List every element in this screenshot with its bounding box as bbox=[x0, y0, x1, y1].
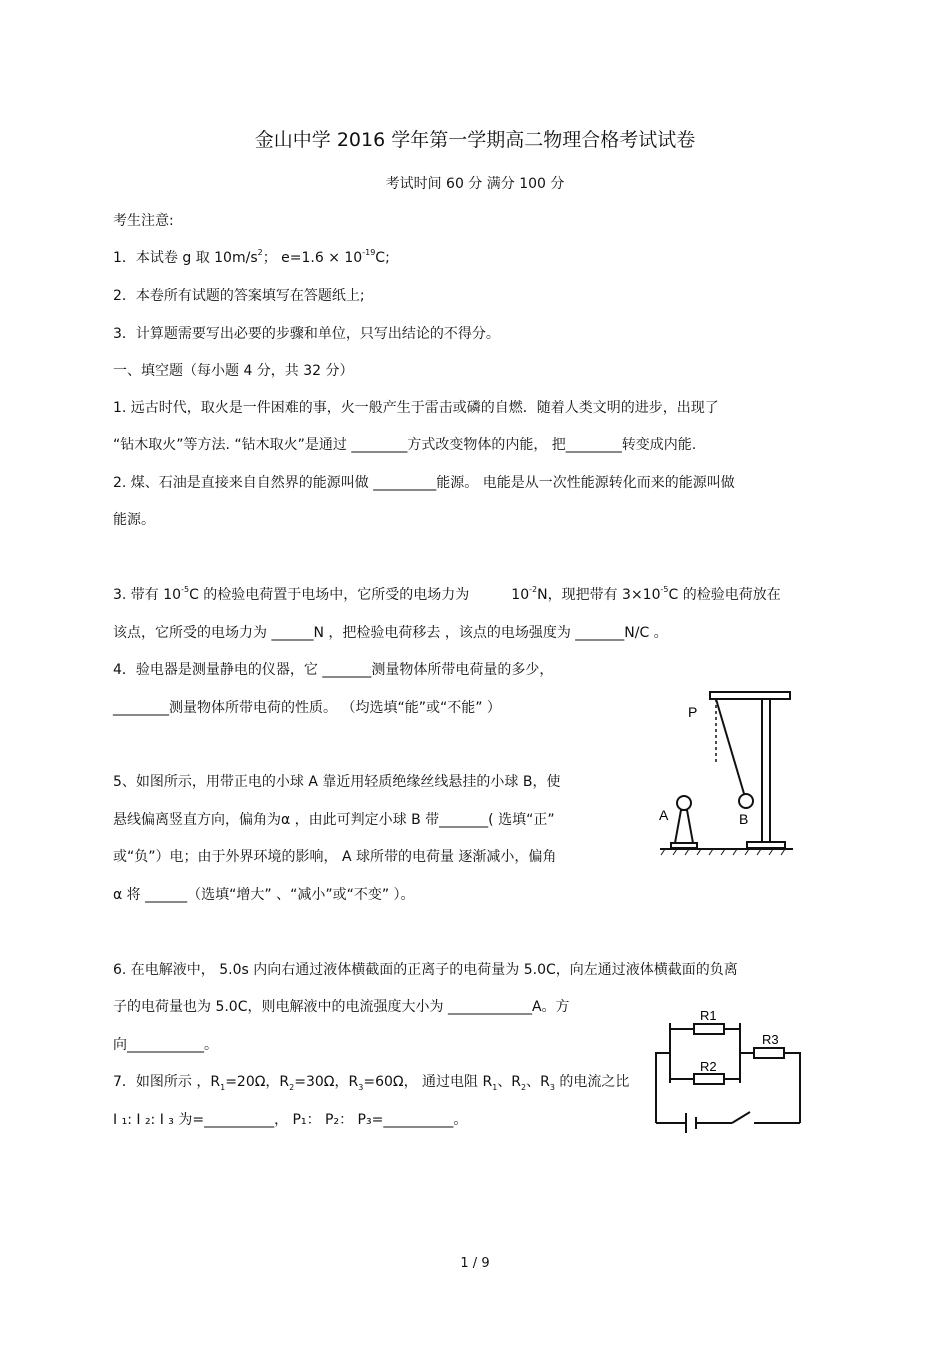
label-r2: R2 bbox=[700, 1059, 717, 1074]
note-2: 2．本卷所有试题的答案填写在答题纸上; bbox=[113, 288, 365, 304]
switch-blade bbox=[732, 1112, 750, 1123]
q5-line-3: 或“负”）电；由于外界环境的影响， A 球所带的电荷量 逐渐减小，偏角 bbox=[113, 849, 557, 865]
resistor-r3 bbox=[754, 1048, 784, 1058]
q6-line-2: 子的电荷量也为 5.0C，则电解液中的电流强度大小为 ____________A。方 bbox=[113, 999, 570, 1015]
label-a: A bbox=[659, 807, 669, 823]
q6-line-3: 向___________。 bbox=[113, 1037, 218, 1053]
stand-pole bbox=[762, 699, 770, 842]
ball-a bbox=[677, 796, 691, 810]
note-3: 3．计算题需要写出必要的步骤和单位，只写出结论的不得分。 bbox=[113, 326, 500, 342]
label-r3: R3 bbox=[762, 1032, 779, 1047]
ball-a-stand bbox=[675, 810, 693, 843]
resistor-r1 bbox=[694, 1024, 724, 1034]
q2-line-1: 2. 煤、石油是直接来自自然界的能源叫做 _________能源。 电能是从一次性能源转化而来的能源叫做 bbox=[113, 475, 735, 491]
q2-line-2: 能源。 bbox=[113, 512, 155, 528]
q7-line-2: I ₁: I ₂: I ₃ 为=__________， P₁： P₂： P₃=__________。 bbox=[113, 1112, 468, 1128]
ball-a-base bbox=[671, 843, 697, 848]
q5-line-1: 5、如图所示，用带正电的小球 A 靠近用轻质绝缘丝线悬挂的小球 B，使 bbox=[113, 774, 561, 790]
q3-line-2: 该点，它所受的电场力为 ______N ，把检验电荷移去 ，该点的电场强度为 _______N/C 。 bbox=[113, 625, 668, 641]
stand-top-bar bbox=[710, 692, 790, 699]
resistor-r2 bbox=[694, 1074, 724, 1084]
q5-line-4: α 将 ______（选填“增大” 、“减小”或“不变” ）。 bbox=[113, 887, 415, 903]
section-heading: 一、填空题（每小题 4 分，共 32 分） bbox=[113, 363, 354, 379]
label-b: B bbox=[739, 811, 749, 827]
q1-line-1: 1. 远古时代，取火是一件困难的事，火一般产生于雷击或磷的自燃．随着人类文明的进步，出现了 bbox=[113, 400, 719, 416]
page-number: 1 / 9 bbox=[460, 1256, 490, 1271]
q1-line-2: “钻木取火”等方法. “钻木取火”是通过 ________方式改变物体的内能， 把________转变成内能. bbox=[113, 437, 697, 453]
q4-line-2: ________测量物体所带电荷的性质。 （均选填“能”或“不能” ） bbox=[113, 700, 501, 716]
q3-line-1: 3. 带有 $10^{-5}C$ 的检验电荷置于电场中，它所受的电场力为 $10^{-2}N$，现把带有 $3\times 10^{-5}C$ 的检验电荷放在 bbox=[113, 585, 781, 603]
exam-info: 考试时间 60 分 满分 100 分 bbox=[385, 176, 565, 192]
suspension-thread bbox=[716, 699, 745, 797]
q7-line-1: 7．如图所示 ，$R_1=20\Omega$，$R_2=30\Omega$，$R_3=60\Omega$， 通过电阻 $R_1$、$R_2$、$R_3$ 的电流之比 bbox=[113, 1074, 630, 1092]
page-title: 金山中学 2016 学年第一学期高二物理合格考试试卷 bbox=[254, 129, 696, 151]
pendulum-figure bbox=[655, 685, 825, 860]
label-p: P bbox=[688, 704, 698, 720]
circuit-figure bbox=[652, 1003, 812, 1138]
stand-base bbox=[747, 842, 785, 848]
note-1: 1．本试卷 g 取 $10m/s^2$； $e=1.6 \times 10^{-19}C$; bbox=[113, 248, 390, 266]
q5-line-2: 悬线偏离竖直方向，偏角为α ，由此可判定小球 B 带_______( 选填“正” bbox=[113, 812, 555, 828]
notes-heading: 考生注意: bbox=[113, 213, 174, 229]
ball-b bbox=[739, 794, 753, 808]
q4-line-1: 4．验电器是测量静电的仪器，它 _______测量物体所带电荷量的多少， bbox=[113, 662, 554, 678]
q6-line-1: 6. 在电解液中， 5.0s 内向右通过液体横截面的正离子的电荷量为 5.0C，向左通过液体横截面的负离 bbox=[113, 962, 738, 978]
wire-left-down bbox=[656, 1053, 670, 1123]
label-r1: R1 bbox=[700, 1008, 717, 1023]
